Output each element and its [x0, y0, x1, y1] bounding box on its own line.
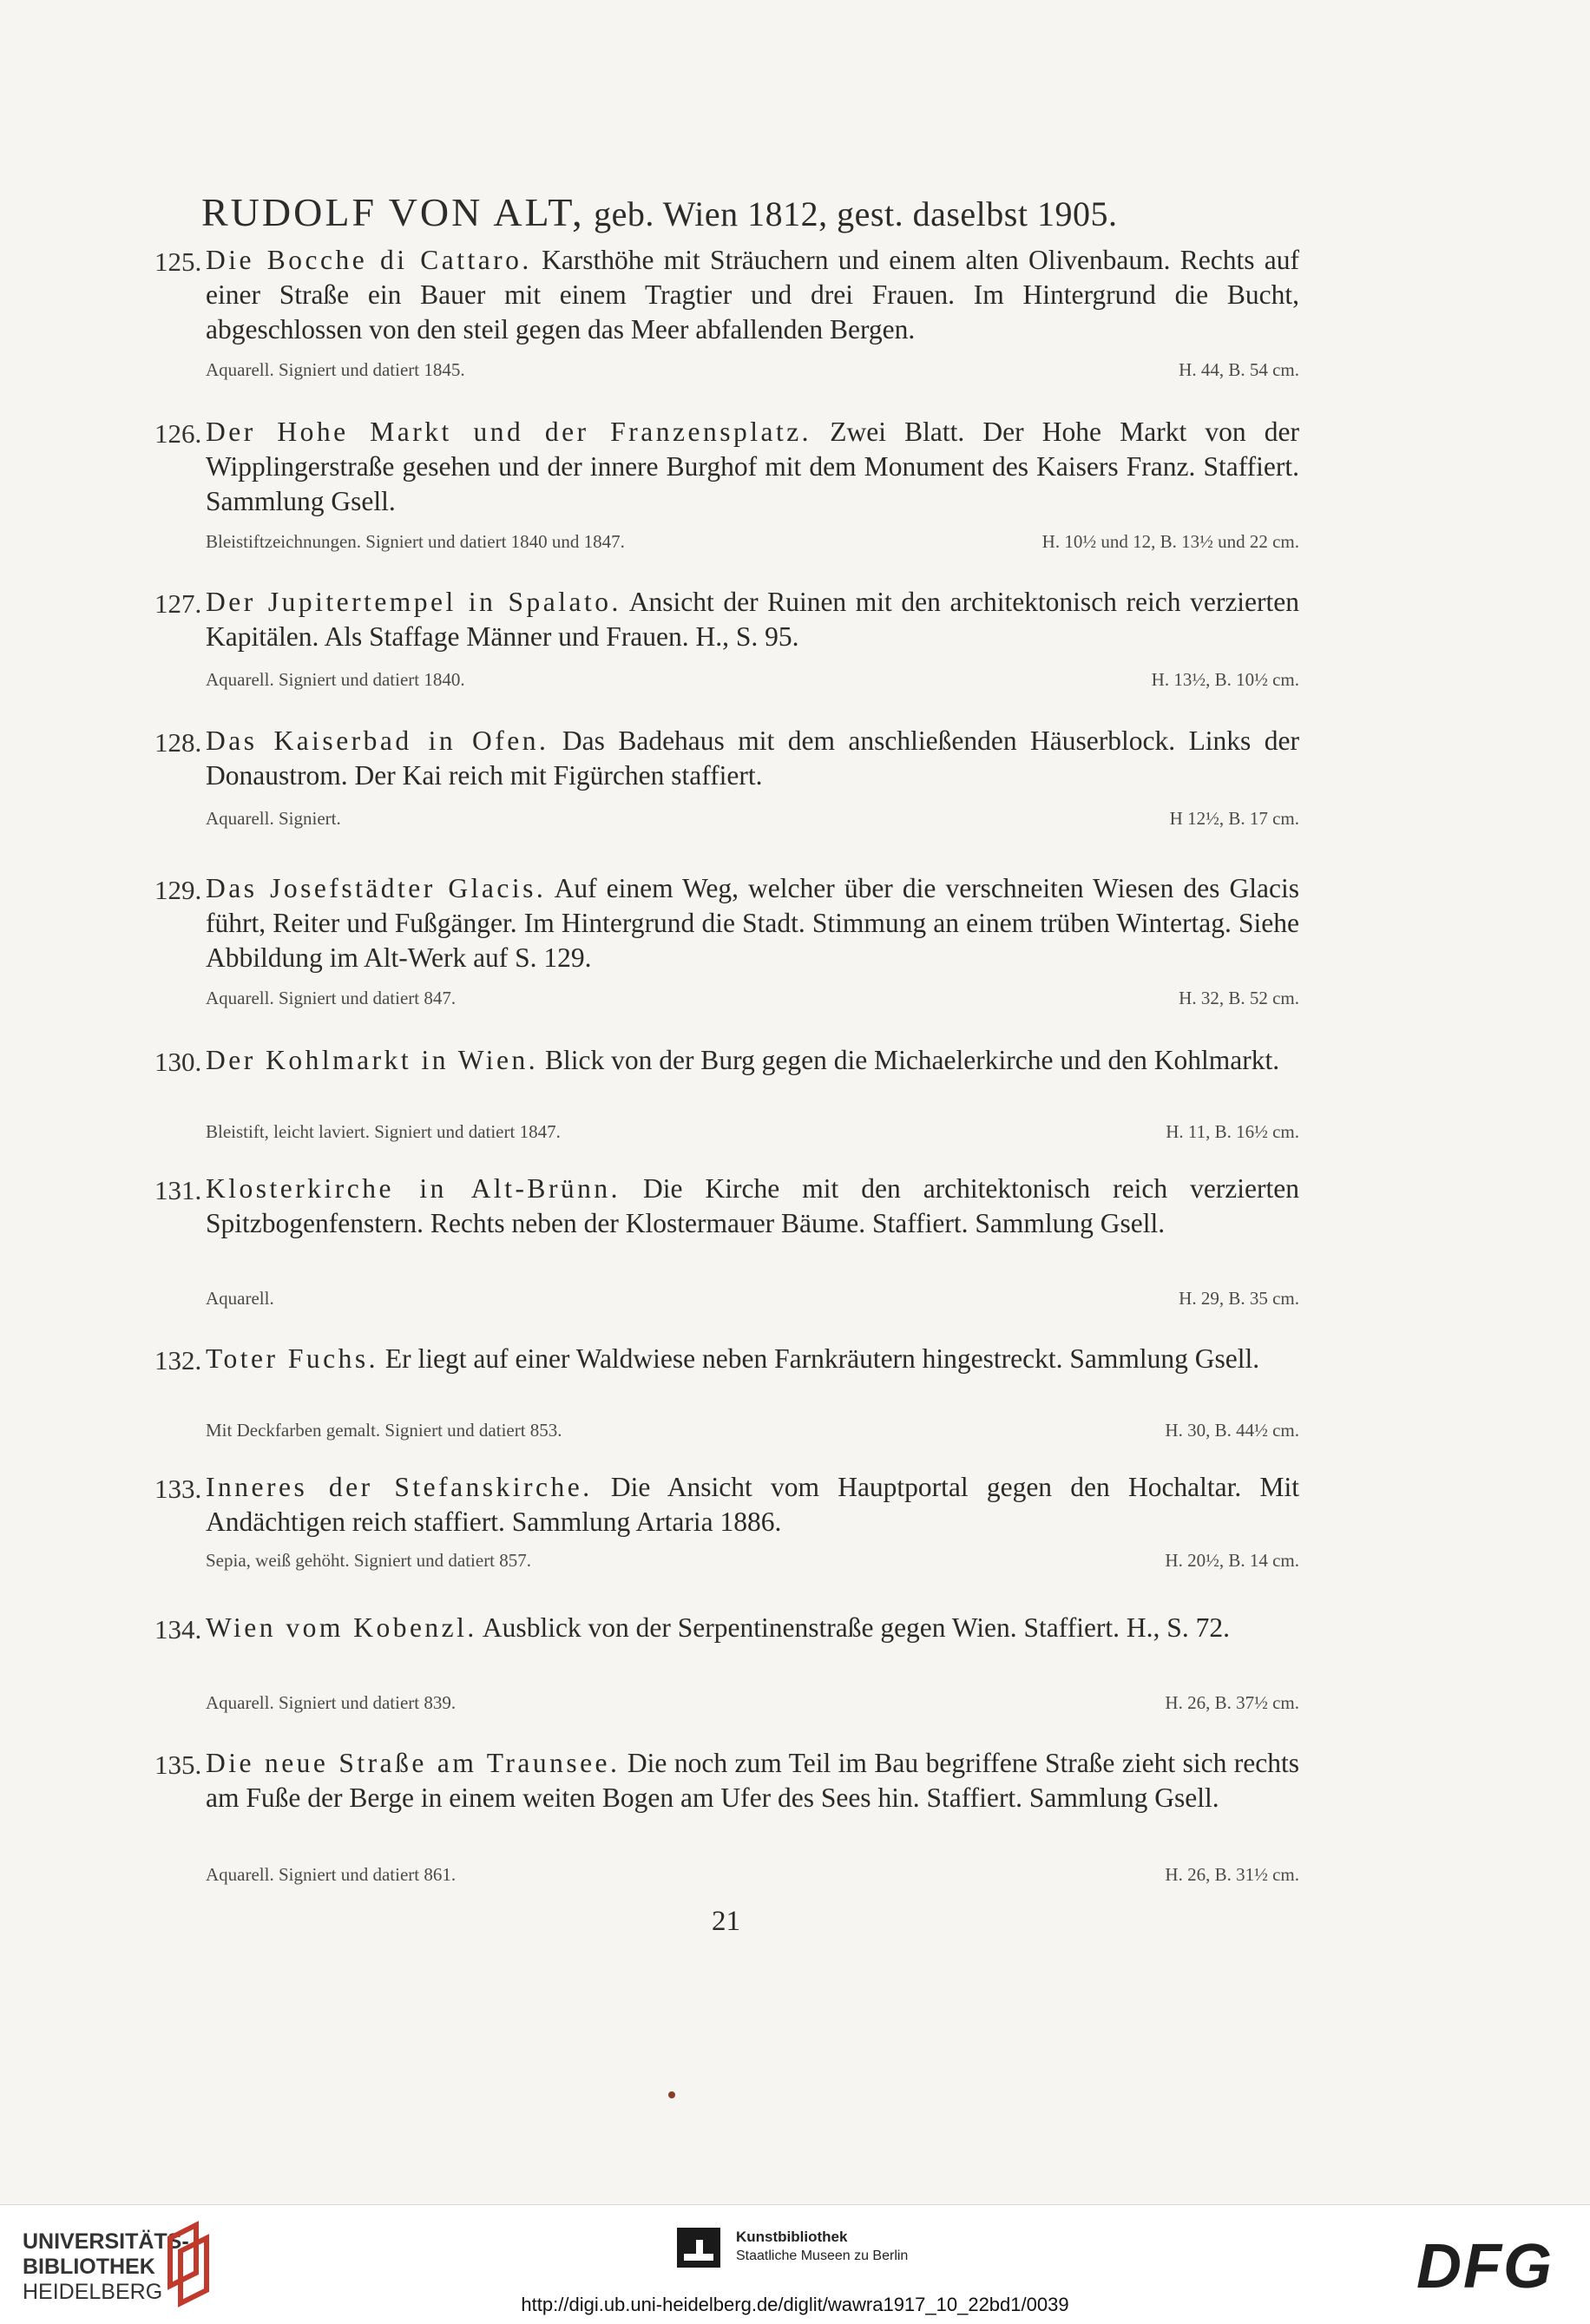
entry-title: Toter Fuchs.	[206, 1343, 379, 1374]
kunstbibliothek-logo-text[interactable]	[736, 2228, 908, 2266]
kb-line-1: Kunstbibliothek	[736, 2229, 848, 2245]
entry-description: Ansicht der Ruinen mit den architektonisch reich verzierten Kapitälen. Als Staffage Männer und Frauen. H., S. 95.	[206, 587, 1300, 652]
entry-title: Das Kaiserbad in Ofen.	[206, 725, 549, 756]
entry-description: Karsthöhe mit Sträuchern und einem alten Olivenbaum. Rechts auf einer Straße ein Bauer mit einem Tragtier und drei Frauen. Im Hintergrund die Bucht, abgeschlossen von den steil gegen das Meer abfallenden Bergen.	[206, 245, 1300, 345]
entry-text	[206, 1470, 1299, 1539]
entry-meta	[206, 808, 1299, 830]
entry-number: 130.	[154, 1047, 202, 1077]
entry-dimensions: H. 13½, B. 10½ cm.	[1151, 669, 1299, 690]
entry-technique: Bleistift, leicht laviert. Signiert und datiert 1847.	[206, 1121, 561, 1142]
dfg-logo[interactable]: DFG	[1416, 2232, 1554, 2301]
entry-meta	[206, 359, 1299, 381]
entry-technique: Aquarell. Signiert und datiert 1845.	[206, 359, 465, 380]
entry-number: 127.	[154, 588, 202, 619]
entry-text	[206, 1746, 1299, 1815]
page-number: 21	[712, 1906, 740, 1937]
entry-dimensions: H. 26, B. 37½ cm.	[1165, 1692, 1299, 1713]
entry-meta	[206, 1121, 1299, 1143]
entry-meta	[206, 1864, 1299, 1886]
entry-technique: Aquarell.	[206, 1288, 274, 1309]
ink-spot	[668, 2091, 675, 2098]
entry-text	[206, 243, 1299, 347]
entry-meta	[206, 1692, 1299, 1714]
entry-text	[206, 1172, 1299, 1241]
entry-dimensions: H. 26, B. 31½ cm.	[1165, 1864, 1299, 1885]
entry-title: Der Jupitertempel in Spalato.	[206, 587, 621, 617]
ub-line-1: UNIVERSITÄTS-	[23, 2229, 189, 2254]
entry-number: 135.	[154, 1750, 202, 1780]
entry-technique: Bleistiftzeichnungen. Signiert und datiert 1840 und 1847.	[206, 531, 625, 552]
permalink-url[interactable]: http://digi.ub.uni-heidelberg.de/diglit/wawra1917_10_22bd1/0039	[521, 2294, 1069, 2315]
entry-title: Die neue Straße am Traunsee.	[206, 1748, 621, 1778]
entry-meta	[206, 988, 1299, 1009]
entry-technique: Aquarell. Signiert und datiert 839.	[206, 1692, 457, 1713]
entry-title: Die Bocche di Cattaro.	[206, 245, 532, 275]
entry-description: Das Badehaus mit dem anschließenden Häuserblock. Links der Donaustrom. Der Kai reich mit Figürchen staffiert.	[206, 725, 1299, 791]
entry-meta	[206, 1420, 1299, 1441]
entry-title: Inneres der Stefanskirche.	[206, 1472, 593, 1502]
entry-title: Klosterkirche in Alt-Brünn.	[206, 1173, 621, 1204]
entry-text	[206, 1611, 1299, 1645]
entry-technique: Aquarell. Signiert und datiert 1840.	[206, 669, 465, 690]
entry-title: Der Kohlmarkt in Wien.	[206, 1045, 539, 1075]
entry-dimensions: H. 29, B. 35 cm.	[1179, 1288, 1299, 1309]
artist-heading	[201, 189, 1117, 235]
entry-description: Er liegt auf einer Waldwiese neben Farnkräutern hingestreckt. Sammlung Gsell.	[378, 1343, 1260, 1374]
entry-technique: Aquarell. Signiert und datiert 847.	[206, 988, 457, 1008]
entry-description: Ausblick von der Serpentinenstraße gegen Wien. Staffiert. H., S. 72.	[476, 1612, 1230, 1643]
entry-dimensions: H. 20½, B. 14 cm.	[1165, 1550, 1299, 1571]
ub-line-2: BIBLIOTHEK	[23, 2255, 155, 2279]
entry-dimensions: H. 11, B. 16½ cm.	[1166, 1121, 1299, 1142]
entry-technique: Aquarell. Signiert.	[206, 808, 341, 829]
entry-text	[206, 415, 1299, 519]
entry-text	[206, 585, 1299, 654]
entry-meta	[206, 669, 1299, 691]
kb-line-2: Staatliche Museen zu Berlin	[736, 2249, 909, 2263]
entry-number: 133.	[154, 1474, 202, 1504]
entry-title: Der Hohe Markt und der Franzensplatz.	[206, 417, 812, 447]
entry-title: Wien vom Kobenzl.	[206, 1612, 477, 1643]
entry-number: 134.	[154, 1614, 202, 1645]
entry-dimensions: H. 32, B. 52 cm.	[1179, 988, 1299, 1008]
entry-technique: Mit Deckfarben gemalt. Signiert und datiert 853.	[206, 1420, 562, 1441]
entry-number: 129.	[154, 875, 202, 905]
artist-life-dates: geb. Wien 1812, gest. daselbst 1905.	[584, 194, 1118, 233]
entry-meta	[206, 1288, 1299, 1310]
artist-name: RUDOLF VON ALT,	[201, 190, 585, 234]
entry-text	[206, 1043, 1299, 1078]
kunstbibliothek-emblem-icon	[677, 2228, 720, 2268]
entry-description: Auf einem Weg, welcher über die verschneiten Wiesen des Glacis führt, Reiter und Fußgänger. Im Hintergrund die Stadt. Stimmung an einem trüben Wintertag. Siehe Abbildung im Alt-Werk auf S. 129.	[206, 873, 1299, 973]
entry-description: Zwei Blatt. Der Hohe Markt von der Wipplingerstraße gesehen und der innere Burghof mit dem Monument des Kaisers Franz. Staffiert. Sammlung Gsell.	[206, 417, 1300, 516]
entry-number: 132.	[154, 1345, 202, 1375]
entry-number: 131.	[154, 1175, 202, 1205]
entry-dimensions: H 12½, B. 17 cm.	[1169, 808, 1299, 829]
entry-description: Die Ansicht vom Hauptportal gegen den Hochaltar. Mit Andächtigen reich staffiert. Sammlung Artaria 1886.	[206, 1472, 1299, 1537]
entry-number: 128.	[154, 727, 202, 758]
entry-meta	[206, 531, 1299, 553]
entry-description: Die noch zum Teil im Bau begriffene Straße zieht sich rechts am Fuße der Berge in einem weiten Bogen am Ufer des Sees hin. Staffiert. Sammlung Gsell.	[206, 1748, 1299, 1813]
entry-text	[206, 871, 1299, 975]
entry-technique: Aquarell. Signiert und datiert 861.	[206, 1864, 457, 1885]
entry-text	[206, 724, 1299, 793]
entry-technique: Sepia, weiß gehöht. Signiert und datiert 857.	[206, 1550, 532, 1571]
entry-number: 126.	[154, 418, 202, 449]
entry-description: Die Kirche mit den architektonisch reich verzierten Spitzbogenfenstern. Rechts neben der Klostermauer Bäume. Staffiert. Sammlung Gsell.	[206, 1173, 1299, 1238]
entry-description: Blick von der Burg gegen die Michaelerkirche und den Kohlmarkt.	[538, 1045, 1280, 1075]
entry-title: Das Josefstädter Glacis.	[206, 873, 547, 903]
entry-dimensions: H. 30, B. 44½ cm.	[1165, 1420, 1299, 1441]
entry-dimensions: H. 44, B. 54 cm.	[1179, 359, 1299, 380]
entry-meta	[206, 1550, 1299, 1572]
ub-line-3: HEIDELBERG	[23, 2280, 163, 2304]
entry-number: 125.	[154, 246, 202, 277]
entry-text	[206, 1342, 1299, 1376]
footer-bar	[0, 2204, 1590, 2324]
entry-dimensions: H. 10½ und 12, B. 13½ und 22 cm.	[1041, 531, 1299, 552]
